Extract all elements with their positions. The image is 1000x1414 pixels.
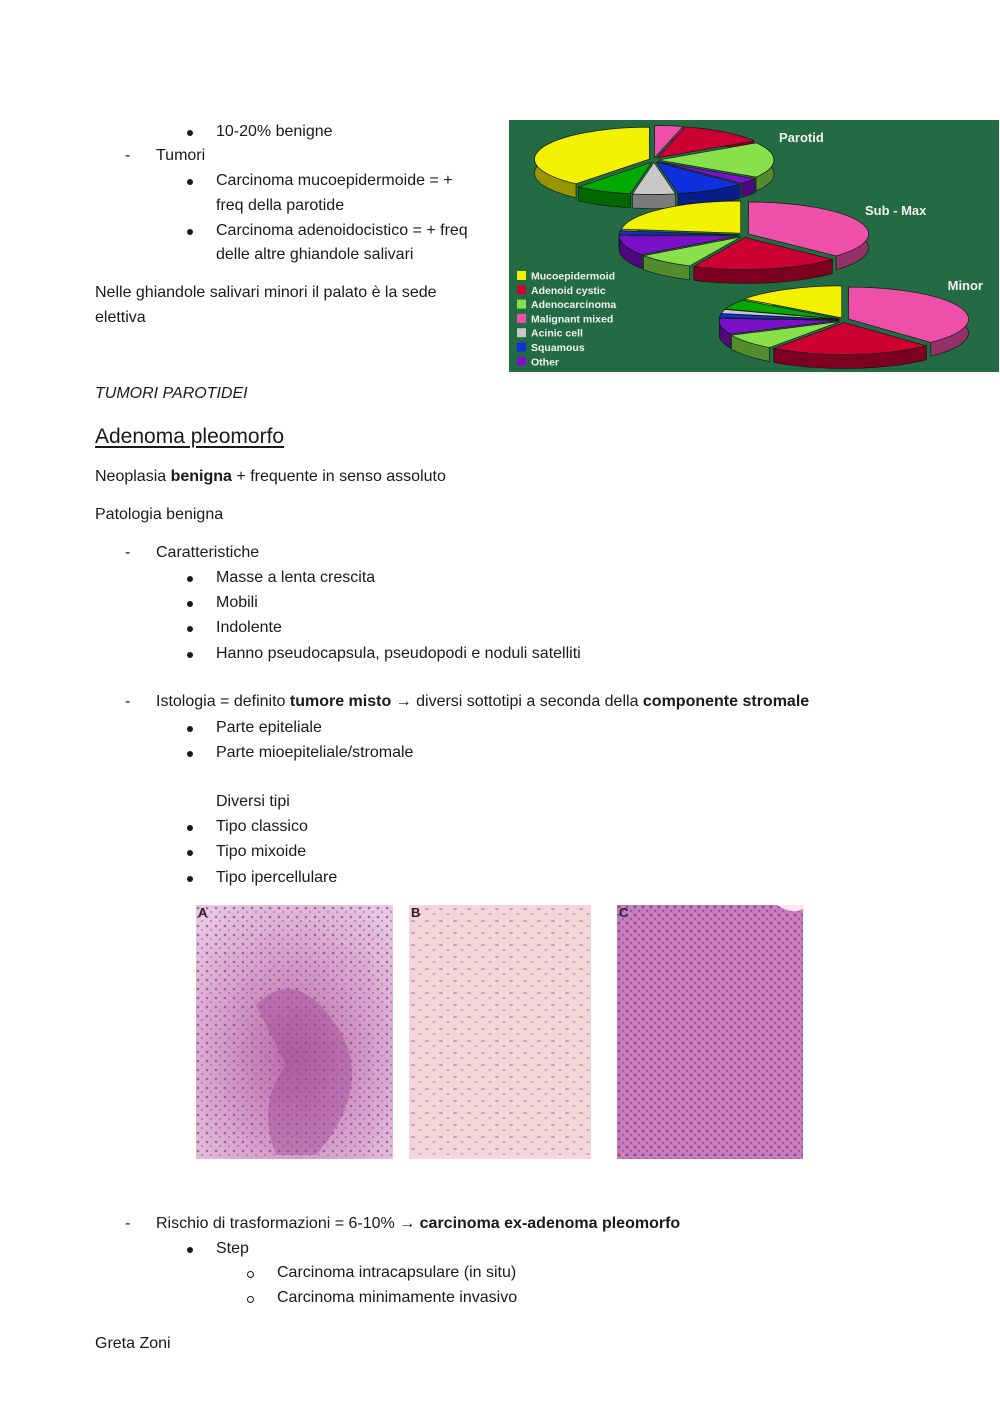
bullet <box>187 850 193 856</box>
bullet <box>187 1247 193 1253</box>
legend-label: Adenocarcinoma <box>531 299 617 312</box>
pie-chart-title: Parotid <box>779 130 824 145</box>
legend-swatch <box>517 314 526 323</box>
text-minor-2: elettiva <box>95 309 146 326</box>
text-benigne: 10-20% benigne <box>216 123 333 140</box>
legend-swatch <box>517 357 526 366</box>
panel-label-c: C <box>619 905 629 920</box>
pie-slice-side <box>633 194 676 209</box>
panel-label-a: A <box>198 905 208 920</box>
bullet <box>187 130 193 136</box>
legend-swatch <box>517 285 526 294</box>
text-caratteristiche: Caratteristiche <box>156 544 260 561</box>
bullet <box>187 825 193 831</box>
text-intracapsulare: Carcinoma intracapsulare (in situ) <box>277 1264 517 1281</box>
bullet <box>187 576 193 582</box>
bullet <box>187 726 193 732</box>
bullet <box>187 601 193 607</box>
pie-chart-title: Minor <box>947 278 983 293</box>
text-diversi-tipi: Diversi tipi <box>216 793 290 810</box>
dash-marker: - <box>125 147 131 164</box>
text-step: Step <box>216 1240 249 1257</box>
legend-label: Acinic cell <box>531 327 583 340</box>
text-mioepiteliale: Parte mioepiteliale/stromale <box>216 744 414 761</box>
text-classico: Tipo classico <box>216 818 308 835</box>
text-mucoepid-2: freq della parotide <box>216 197 345 214</box>
legend-label: Adenoid cystic <box>531 284 606 297</box>
pie-chart-title: Sub - Max <box>865 203 927 218</box>
text-adenoid-2: delle altre ghiandole salivari <box>216 246 414 263</box>
text-mucoepid-1: Carcinoma mucoepidermoide = + <box>216 172 453 189</box>
histology-panel-b <box>409 905 591 1159</box>
text-patologia: Patologia benigna <box>95 506 224 523</box>
text-neoplasia: Neoplasia benigna + frequente in senso assoluto <box>95 468 446 485</box>
text-invasivo: Carcinoma minimamente invasivo <box>277 1289 518 1306</box>
bullet <box>187 229 193 235</box>
pie-chart-figure <box>509 120 999 372</box>
legend-label: Squamous <box>531 342 585 354</box>
text-pseudocapsula: Hanno pseudocapsula, pseudopodi e noduli satelliti <box>216 645 581 662</box>
text-tumori: Tumori <box>156 147 206 164</box>
histology-panel-a <box>196 905 393 1159</box>
text-adenoid-1: Carcinoma adenoidocistico = + freq <box>216 222 468 239</box>
histology-texture-c <box>617 905 803 1159</box>
legend-label: Mucoepidermoid <box>531 270 616 283</box>
page-heading: Adenoma pleomorfo <box>95 425 285 448</box>
legend-label: Other <box>531 356 560 369</box>
legend-label: Malignant mixed <box>531 313 614 326</box>
text-rischio: Rischio di trasformazioni = 6-10% → carcinoma ex-adenoma pleomorfo <box>156 1215 681 1232</box>
bullet <box>187 751 193 757</box>
dash-marker: - <box>125 1215 131 1232</box>
panel-label-b: B <box>411 905 421 920</box>
author-footer: Greta Zoni <box>95 1335 171 1352</box>
legend-swatch <box>517 271 526 280</box>
dash-marker: - <box>125 693 131 710</box>
bullet <box>187 626 193 632</box>
text-minor-1: Nelle ghiandole salivari minori il palato è la sede <box>95 284 437 301</box>
legend-swatch <box>517 343 526 352</box>
histology-texture-b <box>409 905 591 1159</box>
section-title: TUMORI PAROTIDEI <box>95 385 248 402</box>
bullet <box>187 652 193 658</box>
bullet <box>187 179 193 185</box>
histology-texture-a <box>196 905 393 1159</box>
pie-chart-svg <box>509 120 999 372</box>
histology-panel-c <box>617 905 803 1159</box>
text-epiteliale: Parte epiteliale <box>216 719 322 736</box>
text-mobili: Mobili <box>216 594 258 611</box>
text-mixoide: Tipo mixoide <box>216 843 307 860</box>
circle-bullet <box>247 1296 254 1303</box>
bullet <box>187 876 193 882</box>
legend-swatch <box>517 328 526 337</box>
legend-swatch <box>517 300 526 309</box>
circle-bullet <box>247 1271 254 1278</box>
text-ipercellulare: Tipo ipercellulare <box>216 869 338 886</box>
dash-marker: - <box>125 544 131 561</box>
text-istologia: Istologia = definito tumore misto → diversi sottotipi a seconda della componente stromale <box>156 693 810 710</box>
text-indolente: Indolente <box>216 619 282 636</box>
text-masse: Masse a lenta crescita <box>216 569 376 586</box>
